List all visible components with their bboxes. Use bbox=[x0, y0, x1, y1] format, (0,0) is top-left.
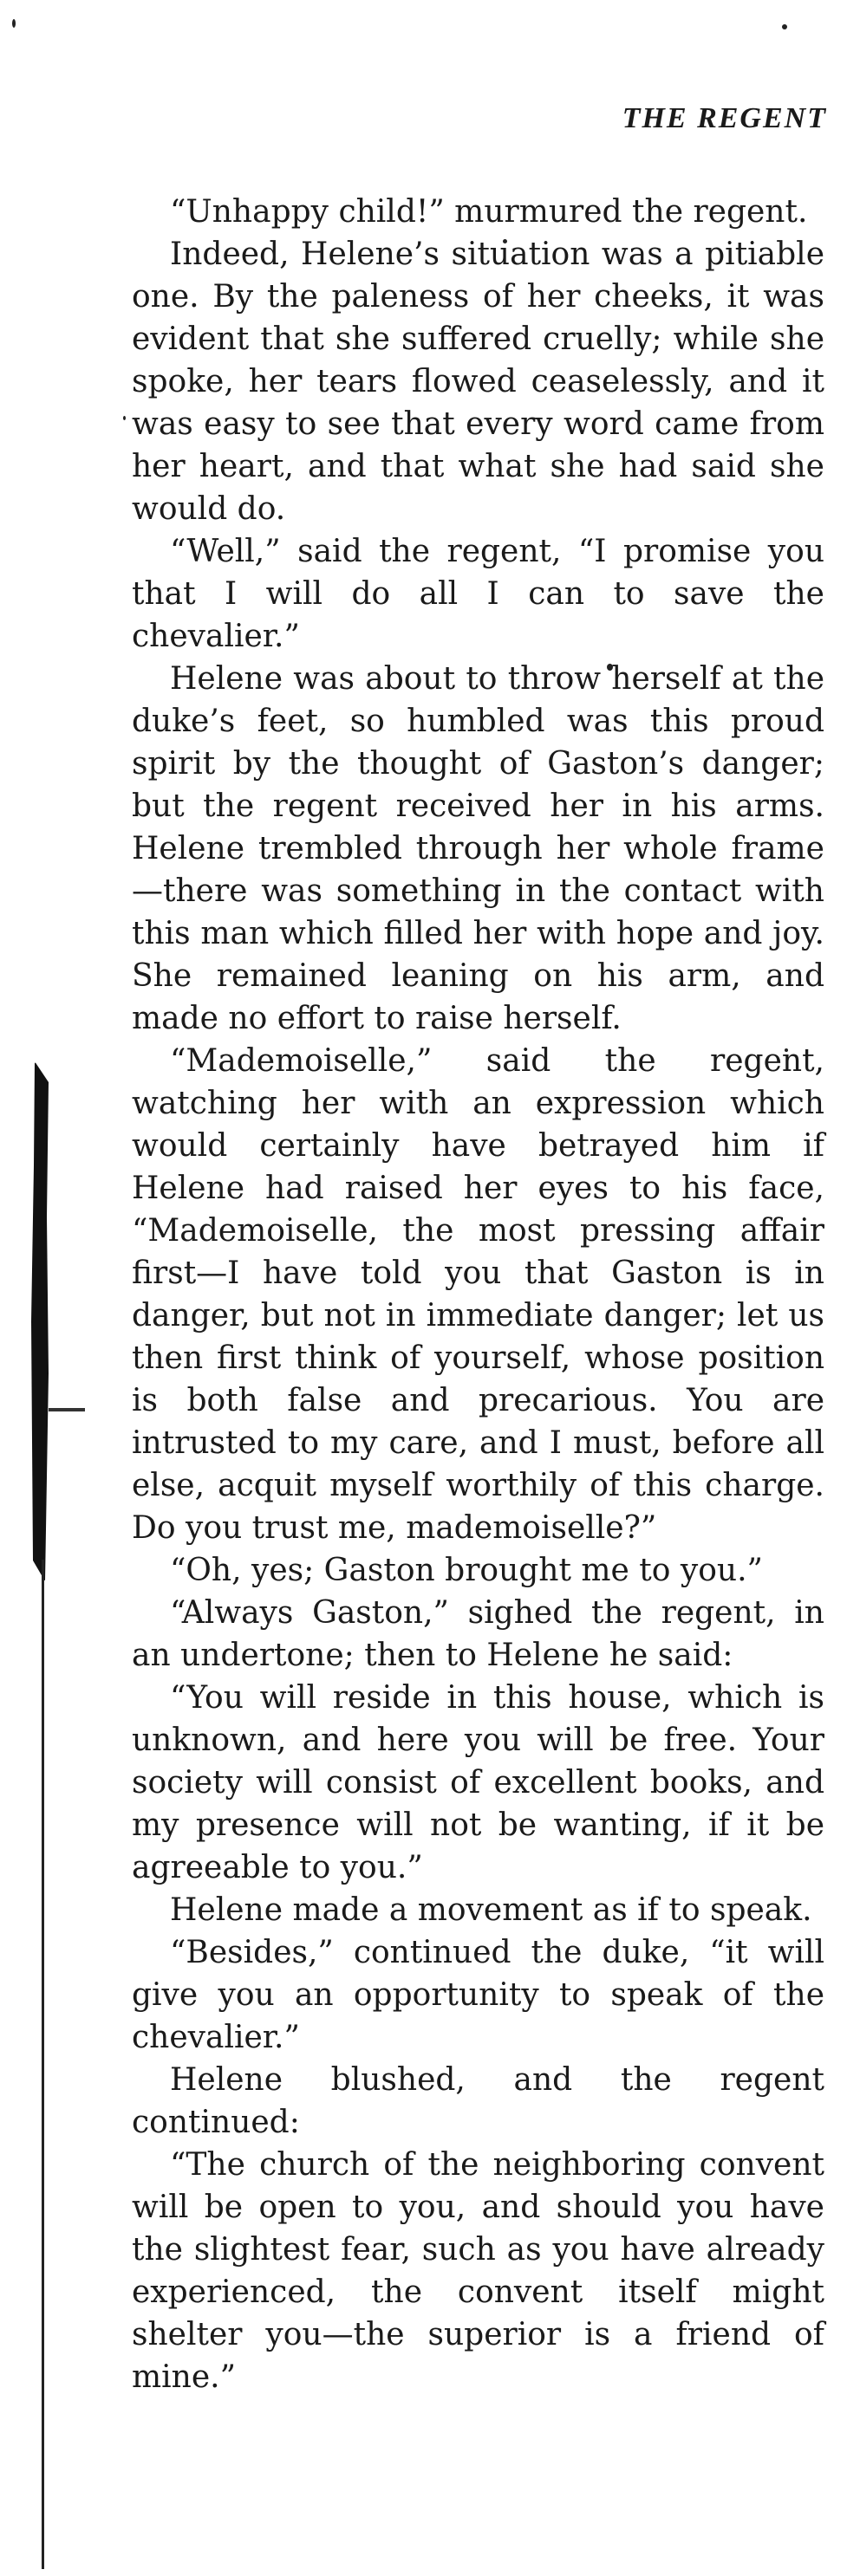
paragraph: “Unhappy child!” murmured the regent. bbox=[170, 194, 808, 230]
body-text bbox=[132, 191, 824, 2398]
paragraph: “Mademoiselle,” said the regent, watching her with an expression which would certainly have betrayed him if Helene had raised her eyes to his face, “Mademoiselle, the most pressing affair first—I have told you that Gaston is in danger, but not in immediate danger; let us then first think of yourself, whose position is both false and precarious. You are intrusted to my care, and I must, before all else, acquit myself worthily of this charge. Do you trust me, mademoiselle?” bbox=[132, 1043, 824, 1546]
margin-ink-tick bbox=[49, 1408, 85, 1411]
print-speck bbox=[123, 416, 126, 420]
print-speck bbox=[12, 19, 16, 28]
margin-rule bbox=[42, 1560, 44, 2569]
paragraph: Helene made a movement as if to speak. bbox=[170, 1892, 812, 1928]
paragraph: “The church of the neighboring convent will be open to you, and should you have the slightest fear, such as you have already experienced, the convent itself might shelter you—the superior is a friend of mine.” bbox=[132, 2147, 824, 2395]
print-speck bbox=[782, 24, 787, 29]
paragraph: “Oh, yes; Gaston brought me to you.” bbox=[170, 1553, 763, 1588]
paragraph: “Besides,” continued the duke, “it will give you an opportunity to speak of the chevalier.” bbox=[132, 1935, 824, 2055]
running-head: THE REGENT bbox=[622, 102, 827, 134]
paragraph: Indeed, Helene’s situation was a pitiable one. By the paleness of her cheeks, it was evident that she suffered cruelly; while she spoke, her tears flowed ceaselessly, and it was easy to see that every word came from her heart, and that what she had said she would do. bbox=[132, 237, 824, 527]
paragraph: “Always Gaston,” sighed the regent, in an undertone; then to Helene he said: bbox=[132, 1595, 824, 1673]
paragraph: Helene blushed, and the regent continued: bbox=[132, 2062, 824, 2140]
margin-ink-mark bbox=[31, 1061, 49, 1581]
paragraph: Helene was about to throw herself at the duke’s feet, so humbled was this proud spirit by the thought of Gaston’s danger; but the regent received her in his arms. Helene trembled through her whole frame—there was something in the contact with this man which filled her with hope and joy. She remained leaning on his arm, and made no effort to raise herself. bbox=[132, 661, 824, 1036]
paragraph: “Well,” said the regent, “I promise you that I will do all I can to save the chevalier.” bbox=[132, 534, 824, 654]
paragraph: “You will reside in this house, which is unknown, and here you will be free. Your society will consist of excellent books, and my presence will not be wanting, if it be agreeable to you.” bbox=[132, 1680, 824, 1885]
